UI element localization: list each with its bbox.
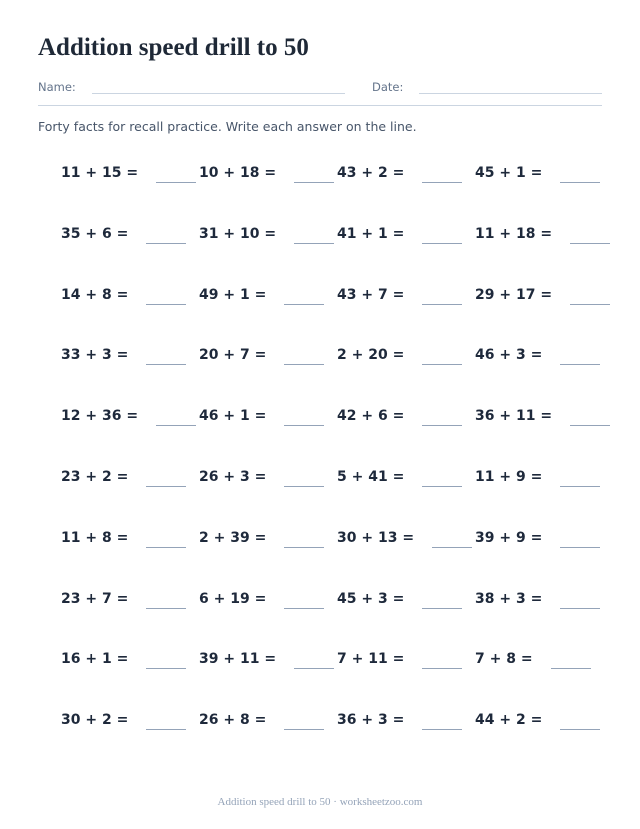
fact-expression: 30 + 2 = bbox=[61, 712, 129, 729]
date-label: Date: bbox=[372, 80, 404, 94]
fact-expression: 16 + 1 = bbox=[61, 651, 129, 668]
answer-line[interactable] bbox=[156, 403, 196, 426]
fact-item bbox=[475, 221, 613, 247]
fact-item bbox=[61, 221, 199, 247]
answer-line[interactable] bbox=[560, 464, 600, 487]
fact-expression: 49 + 1 = bbox=[199, 286, 267, 303]
fact-item bbox=[337, 342, 475, 368]
fact-expression: 31 + 10 = bbox=[199, 225, 277, 242]
fact-expression: 30 + 13 = bbox=[337, 529, 415, 546]
fact-expression: 43 + 2 = bbox=[337, 165, 405, 181]
answer-line[interactable] bbox=[156, 160, 196, 183]
answer-line[interactable] bbox=[284, 403, 324, 426]
fact-expression: 12 + 36 = bbox=[61, 408, 139, 425]
fact-item bbox=[337, 403, 475, 429]
fact-expression: 14 + 8 = bbox=[61, 286, 129, 303]
fact-expression: 5 + 41 = bbox=[337, 468, 405, 485]
fact-expression: 23 + 7 = bbox=[61, 590, 129, 607]
fact-expression: 33 + 3 = bbox=[61, 347, 129, 364]
fact-item bbox=[337, 707, 475, 733]
fact-item bbox=[199, 282, 337, 308]
worksheet-title: Addition speed drill to 50 bbox=[38, 34, 309, 61]
fact-expression: 39 + 11 = bbox=[199, 651, 277, 668]
answer-line[interactable] bbox=[284, 525, 324, 548]
answer-line[interactable] bbox=[284, 464, 324, 487]
answer-line[interactable] bbox=[146, 707, 186, 730]
fact-item bbox=[199, 525, 337, 551]
fact-expression: 46 + 3 = bbox=[475, 347, 543, 364]
fact-expression: 26 + 3 = bbox=[199, 468, 267, 485]
answer-line[interactable] bbox=[422, 282, 462, 305]
fact-item bbox=[61, 160, 199, 186]
fact-item bbox=[337, 282, 475, 308]
answer-line[interactable] bbox=[560, 342, 600, 365]
answer-line[interactable] bbox=[422, 707, 462, 730]
fact-expression: 29 + 17 = bbox=[475, 286, 553, 303]
instructions-text: Forty facts for recall practice. Write each answer on the line. bbox=[38, 119, 417, 134]
fact-expression: 2 + 39 = bbox=[199, 529, 267, 546]
fact-item bbox=[199, 342, 337, 368]
fact-expression: 2 + 20 = bbox=[337, 347, 405, 364]
fact-expression: 11 + 9 = bbox=[475, 468, 543, 485]
fact-item bbox=[61, 342, 199, 368]
fact-expression: 23 + 2 = bbox=[61, 468, 129, 485]
fact-item bbox=[199, 464, 337, 490]
fact-item bbox=[61, 646, 199, 672]
fact-expression: 38 + 3 = bbox=[475, 590, 543, 607]
fact-item bbox=[61, 586, 199, 612]
header-divider bbox=[38, 105, 602, 106]
fact-item bbox=[199, 707, 337, 733]
answer-line[interactable] bbox=[551, 646, 591, 669]
answer-line[interactable] bbox=[422, 160, 462, 183]
answer-line[interactable] bbox=[294, 646, 334, 669]
answer-line[interactable] bbox=[284, 586, 324, 609]
facts-grid bbox=[61, 160, 613, 768]
answer-line[interactable] bbox=[570, 403, 610, 426]
fact-item bbox=[337, 221, 475, 247]
fact-expression: 11 + 15 = bbox=[61, 165, 139, 181]
fact-item bbox=[199, 221, 337, 247]
fact-expression: 41 + 1 = bbox=[337, 225, 405, 242]
fact-item bbox=[475, 160, 613, 186]
answer-line[interactable] bbox=[146, 525, 186, 548]
fact-item bbox=[475, 282, 613, 308]
fact-expression: 44 + 2 = bbox=[475, 712, 543, 729]
fact-item bbox=[475, 342, 613, 368]
fact-item bbox=[61, 464, 199, 490]
answer-line[interactable] bbox=[422, 403, 462, 426]
fact-expression: 35 + 6 = bbox=[61, 225, 129, 242]
answer-line[interactable] bbox=[422, 342, 462, 365]
fact-item bbox=[475, 403, 613, 429]
answer-line[interactable] bbox=[560, 160, 600, 183]
fact-item bbox=[337, 464, 475, 490]
answer-line[interactable] bbox=[146, 586, 186, 609]
answer-line[interactable] bbox=[146, 342, 186, 365]
answer-line[interactable] bbox=[146, 464, 186, 487]
fact-expression: 46 + 1 = bbox=[199, 408, 267, 425]
answer-line[interactable] bbox=[284, 282, 324, 305]
answer-line[interactable] bbox=[432, 525, 472, 548]
fact-expression: 36 + 11 = bbox=[475, 408, 553, 425]
fact-item bbox=[475, 707, 613, 733]
fact-expression: 11 + 18 = bbox=[475, 225, 553, 242]
answer-line[interactable] bbox=[422, 221, 462, 244]
answer-line[interactable] bbox=[146, 282, 186, 305]
fact-item bbox=[61, 403, 199, 429]
fact-expression: 11 + 8 = bbox=[61, 529, 129, 546]
fact-expression: 39 + 9 = bbox=[475, 529, 543, 546]
fact-item bbox=[199, 403, 337, 429]
answer-line[interactable] bbox=[146, 646, 186, 669]
name-label: Name: bbox=[38, 80, 76, 94]
footer-text: Addition speed drill to 50 · worksheetzoo.com bbox=[217, 796, 423, 808]
answer-line[interactable] bbox=[560, 707, 600, 730]
answer-line[interactable] bbox=[422, 464, 462, 487]
answer-line[interactable] bbox=[294, 221, 334, 244]
date-field-line[interactable] bbox=[419, 93, 602, 94]
fact-expression: 10 + 18 = bbox=[199, 165, 277, 181]
fact-item bbox=[61, 707, 199, 733]
fact-item bbox=[61, 525, 199, 551]
fact-expression: 45 + 1 = bbox=[475, 165, 543, 181]
answer-line[interactable] bbox=[422, 646, 462, 669]
answer-line[interactable] bbox=[294, 160, 334, 183]
fact-item bbox=[337, 160, 475, 186]
name-field-line[interactable] bbox=[92, 93, 345, 94]
answer-line[interactable] bbox=[284, 342, 324, 365]
fact-item bbox=[337, 646, 475, 672]
fact-expression: 26 + 8 = bbox=[199, 712, 267, 729]
fact-expression: 36 + 3 = bbox=[337, 712, 405, 729]
answer-line[interactable] bbox=[284, 707, 324, 730]
fact-item bbox=[199, 160, 337, 186]
answer-line[interactable] bbox=[560, 525, 600, 548]
fact-item bbox=[199, 586, 337, 612]
fact-expression: 7 + 8 = bbox=[475, 651, 533, 668]
fact-item bbox=[337, 525, 475, 551]
fact-item bbox=[475, 646, 613, 672]
answer-line[interactable] bbox=[422, 586, 462, 609]
fact-item bbox=[199, 646, 337, 672]
fact-expression: 42 + 6 = bbox=[337, 408, 405, 425]
fact-item bbox=[61, 282, 199, 308]
fact-expression: 45 + 3 = bbox=[337, 590, 405, 607]
answer-line[interactable] bbox=[570, 282, 610, 305]
answer-line[interactable] bbox=[570, 221, 610, 244]
fact-expression: 7 + 11 = bbox=[337, 651, 405, 668]
fact-item bbox=[475, 525, 613, 551]
answer-line[interactable] bbox=[560, 586, 600, 609]
answer-line[interactable] bbox=[146, 221, 186, 244]
fact-item bbox=[475, 586, 613, 612]
fact-expression: 43 + 7 = bbox=[337, 286, 405, 303]
fact-item bbox=[337, 586, 475, 612]
fact-expression: 6 + 19 = bbox=[199, 590, 267, 607]
fact-item bbox=[475, 464, 613, 490]
fact-expression: 20 + 7 = bbox=[199, 347, 267, 364]
